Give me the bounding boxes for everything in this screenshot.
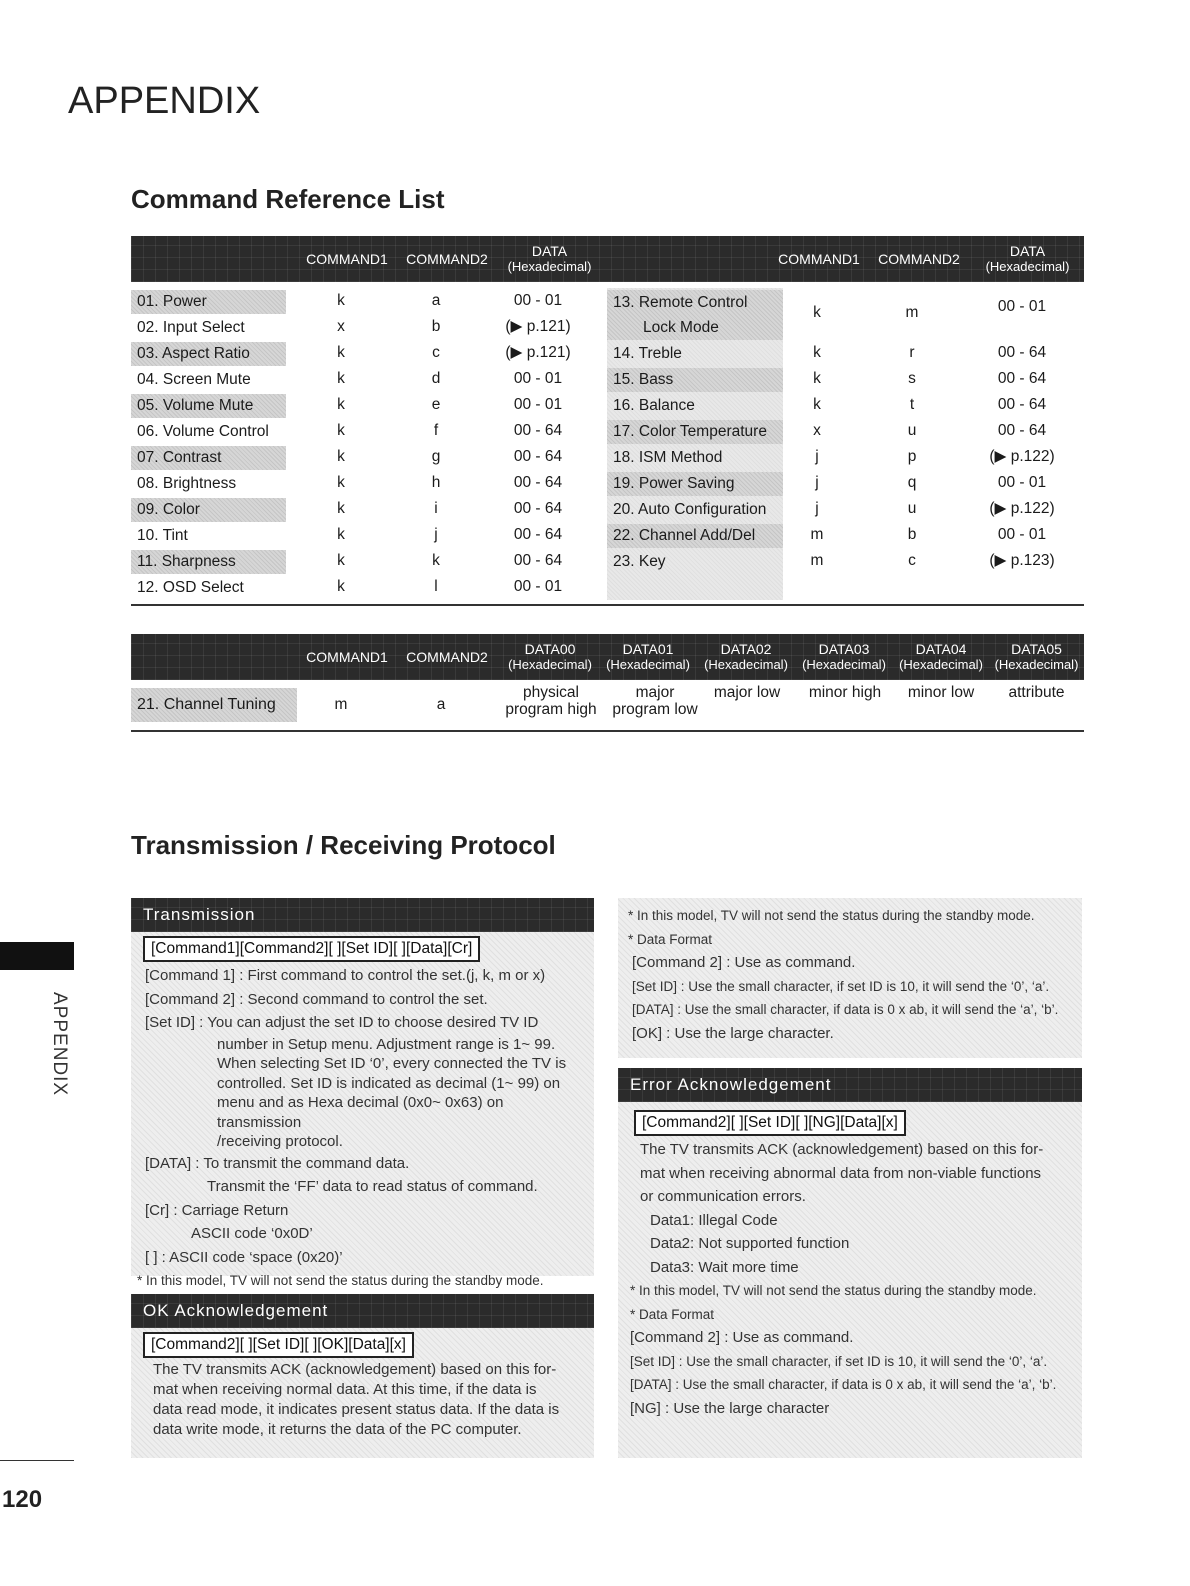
cell-command2: g [431, 448, 441, 465]
header-data02: DATA02 (Hexadecimal) [704, 641, 788, 672]
row-label: 18. ISM Method [613, 449, 723, 466]
cell-data: 00 - 64 [513, 526, 563, 543]
text-line: mat when receiving abnormal data from non-viable functions [640, 1164, 1042, 1182]
ok-ack-text [131, 1360, 594, 1440]
cell-data: 00 - 01 [997, 526, 1047, 543]
row-label: 04. Screen Mute [137, 371, 251, 388]
header-data00: DATA00 (Hexadecimal) [508, 641, 592, 672]
page-number: 120 [2, 1486, 43, 1513]
row-label: 16. Balance [613, 397, 695, 414]
cell-command2: a [431, 292, 441, 309]
cell-command1: k [337, 474, 345, 491]
row-label: 19. Power Saving [607, 472, 783, 496]
table-row [607, 496, 1084, 521]
cell-command1: k [813, 344, 821, 361]
table-row [131, 574, 601, 599]
row-label: 22. Channel Add/Del [607, 524, 783, 548]
row-label: 11. Sharpness [131, 550, 286, 574]
transmission-title: Transmission [131, 898, 594, 932]
text-line: [OK] : Use the large character. [632, 1024, 834, 1042]
table-row [131, 470, 601, 495]
cell-data: (▶ p.122) [989, 500, 1055, 517]
footer-rule [0, 1460, 74, 1461]
cell-command2: j [434, 526, 438, 543]
cell-text: program low [612, 701, 698, 718]
table-row [607, 340, 1084, 365]
text-line: mat when receiving normal data. At this time, if the data is [153, 1381, 537, 1398]
cell-data: 00 - 01 [513, 370, 563, 387]
text-line: [Set ID] : You can adjust the set ID to choose desired TV ID [145, 1014, 539, 1031]
cell-data: (▶ p.121) [505, 318, 571, 335]
cell-data: 00 - 64 [997, 344, 1047, 361]
cell-command2: i [434, 500, 438, 517]
cell-command1: k [813, 304, 821, 321]
cell-command2: h [431, 474, 441, 491]
cell-data: 00 - 64 [513, 448, 563, 465]
cell-command2: f [433, 422, 439, 439]
row-label: 12. OSD Select [137, 579, 244, 596]
error-ack-format-notes [618, 1279, 1082, 1420]
text-line: The TV transmits ACK (acknowledgement) based on this for- [640, 1141, 1044, 1158]
cell-command1: k [337, 552, 345, 569]
row-label: 08. Brightness [137, 475, 237, 492]
header-command2-left: COMMAND2 [406, 251, 488, 267]
cell-command1: j [815, 474, 819, 491]
page-title: APPENDIX [68, 80, 261, 122]
ok-ack-panel [131, 1294, 594, 1458]
table-bottom-rule [131, 604, 1084, 606]
cell-command1: m [810, 552, 824, 569]
header-command2-right: COMMAND2 [878, 251, 960, 267]
row-label: 21. Channel Tuning [131, 688, 297, 722]
cell-command1: k [813, 370, 821, 387]
text-line: Transmit the ‘FF’ data to read status of command. [207, 1178, 538, 1195]
row-label: 09. Color [131, 498, 286, 522]
table-row [607, 366, 1084, 391]
cell-command1: k [337, 370, 345, 387]
cell-data00 [496, 684, 606, 718]
row-label-line: Lock Mode [643, 319, 719, 336]
text-line: * In this model, TV will not send the status during the standby mode. [137, 1273, 544, 1288]
cell-data: 00 - 01 [513, 578, 563, 595]
table-row [131, 548, 601, 573]
table-header [131, 634, 1084, 680]
cell-command2: t [909, 396, 915, 413]
cell-command2: u [907, 422, 917, 439]
cell-command1: k [337, 500, 345, 517]
cell-command1: j [815, 448, 819, 465]
text-line: controlled. Set ID is indicated as decimal (1~ 99) on [217, 1074, 561, 1092]
text-line: [DATA] : Use the small character, if data is 0 x ab, it will send the ‘a’, ‘b’. [630, 1377, 1057, 1392]
cell-data: 00 - 64 [997, 396, 1047, 413]
cell-data03: minor high [808, 684, 882, 701]
row-label: 14. Treble [613, 345, 682, 362]
text-line: [DATA] : Use the small character, if data is 0 x ab, it will send the ‘a’, ‘b’. [632, 1002, 1059, 1017]
header-command1: COMMAND1 [306, 649, 388, 665]
cell-command1: k [337, 396, 345, 413]
row-label: 17. Color Temperature [607, 420, 783, 444]
text-line: When selecting Set ID ‘0’, every connected the TV is [217, 1055, 567, 1072]
text-line: [Command 2] : Use as command. [632, 954, 856, 971]
text-line: * In this model, TV will not send the status during the standby mode. [628, 908, 1035, 923]
text-line: Data2: Not supported function [650, 1235, 850, 1252]
cell-command2: c [908, 552, 916, 569]
cell-command1: k [337, 344, 345, 361]
data-format-panel [618, 898, 1082, 1058]
cell-data: 00 - 01 [513, 396, 563, 413]
text-line: * Data Format [628, 931, 713, 947]
text-line: data read mode, it indicates present status data. If the data is [153, 1401, 560, 1418]
channel-tuning-table [131, 634, 1084, 730]
table-row [607, 288, 1084, 338]
header-data04: DATA04 (Hexadecimal) [899, 641, 983, 672]
row-label: 20. Auto Configuration [613, 501, 767, 518]
command-reference-table [131, 236, 1084, 606]
cell-data: (▶ p.123) [989, 552, 1055, 569]
table-row [131, 288, 601, 313]
section-title-command-reference: Command Reference List [131, 184, 445, 214]
cell-data: 00 - 64 [997, 370, 1047, 387]
side-tab-marker [0, 942, 74, 970]
text-line: menu and as Hexa decimal (0x0~ 0x63) on transmission [217, 1094, 504, 1131]
row-label: 07. Contrast [131, 446, 286, 470]
table-row [131, 340, 601, 365]
transmission-panel [131, 898, 594, 1288]
row-label: 10. Tint [137, 527, 188, 544]
text-line: * Data Format [630, 1306, 715, 1322]
cell-command1: k [337, 578, 345, 595]
ok-ack-title: OK Acknowledgement [131, 1294, 594, 1328]
cell-command1: k [337, 422, 345, 439]
cell-command1: k [337, 448, 345, 465]
text-line: /receiving protocol. [217, 1133, 343, 1150]
header-command2: COMMAND2 [406, 649, 488, 665]
transmission-text [131, 964, 594, 1293]
cell-data02: major low [713, 684, 781, 701]
text-line: [ ] : ASCII code ‘space (0x20)’ [145, 1248, 343, 1266]
header-data03: DATA03 (Hexadecimal) [802, 641, 886, 672]
text-line: ASCII code ‘0x0D’ [191, 1225, 313, 1242]
row-label: 01. Power [131, 290, 286, 314]
row-label [607, 290, 783, 340]
cell-data04: minor low [907, 684, 975, 701]
cell-data01 [603, 684, 707, 718]
table-row [607, 470, 1084, 495]
data-format-text [618, 904, 1082, 1045]
text-line: Data3: Wait more time [650, 1258, 799, 1276]
header-command1-right: COMMAND1 [778, 251, 860, 267]
text-line: [Command 2] : Use as command. [630, 1329, 854, 1346]
cell-text: major [635, 684, 675, 701]
cell-command1: k [337, 292, 345, 309]
transmission-format: [Command1][Command2][ ][Set ID][ ][Data][Cr] [143, 936, 480, 962]
row-label: 03. Aspect Ratio [131, 342, 286, 366]
cell-command1: x [813, 422, 821, 439]
cell-command2: u [907, 500, 917, 517]
cell-command2: q [907, 474, 917, 491]
table-row [607, 548, 1084, 573]
cell-data: 00 - 01 [513, 292, 563, 309]
cell-command2: c [432, 344, 440, 361]
cell-data: (▶ p.121) [505, 344, 571, 361]
row-label: 05. Volume Mute [131, 394, 286, 418]
cell-command2: r [909, 344, 915, 361]
cell-data: 00 - 64 [997, 422, 1047, 439]
cell-command1: x [337, 318, 345, 335]
error-ack-title: Error Acknowledgement [618, 1068, 1082, 1102]
text-line: [NG] : Use the large character [630, 1399, 830, 1417]
cell-command2: p [907, 448, 917, 465]
cell-data: 00 - 64 [513, 552, 563, 569]
cell-data: 00 - 01 [997, 474, 1047, 491]
table-row [131, 680, 1084, 730]
table-header [131, 236, 1084, 282]
ok-ack-format: [Command2][ ][Set ID][ ][OK][Data][x] [143, 1332, 414, 1358]
table-row [607, 392, 1084, 417]
text-line: The TV transmits ACK (acknowledgement) based on this for- [153, 1361, 557, 1378]
table-row [607, 522, 1084, 547]
text-line: or communication errors. [640, 1188, 806, 1205]
row-label-line: 13. Remote Control [613, 294, 748, 311]
cell-command2: b [907, 526, 917, 543]
text-line: [Set ID] : Use the small character, if set ID is 10, it will send the ‘0’, ‘a’. [630, 1353, 1048, 1369]
error-ack-panel [618, 1068, 1082, 1458]
text-line: [Cr] : Carriage Return [145, 1201, 289, 1219]
text-line: [Command 2] : Second command to control the set. [145, 990, 488, 1008]
text-line: number in Setup menu. Adjustment range is 1~ 99. [217, 1035, 556, 1053]
table-row [131, 418, 601, 443]
header-data-right: DATA (Hexadecimal) [985, 243, 1070, 274]
error-ack-text [618, 1138, 1082, 1279]
row-label: 15. Bass [607, 368, 783, 392]
error-ack-format: [Command2][ ][Set ID][ ][NG][Data][x] [634, 1110, 906, 1136]
cell-text: program high [505, 701, 597, 718]
text-line: [Set ID] : Use the small character, if set ID is 10, it will send the ‘0’, ‘a’. [632, 978, 1050, 994]
row-label: 23. Key [613, 553, 666, 570]
cell-data: (▶ p.122) [989, 448, 1055, 465]
cell-data: 00 - 64 [513, 474, 563, 491]
table-bottom-rule [131, 730, 1084, 732]
table-row [131, 444, 601, 469]
cell-command2: d [431, 370, 441, 387]
table-row [131, 392, 601, 417]
header-data01: DATA01 (Hexadecimal) [606, 641, 690, 672]
cell-command2: b [431, 318, 441, 335]
cell-command2: s [908, 370, 916, 387]
cell-command1: m [810, 526, 824, 543]
cell-data: 00 - 64 [513, 422, 563, 439]
cell-command2: m [905, 304, 919, 321]
cell-command1: j [815, 500, 819, 517]
side-tab-label: APPENDIX [49, 992, 70, 1097]
text-line: data write mode, it returns the data of the PC computer. [153, 1421, 522, 1438]
row-label: 06. Volume Control [137, 423, 269, 440]
cell-data05: attribute [1008, 684, 1065, 701]
table-row [131, 314, 601, 339]
cell-data: 00 - 64 [513, 500, 563, 517]
text-line: [Command 1] : First command to control the set.(j, k, m or x) [145, 967, 546, 984]
cell-command1: m [334, 696, 348, 713]
cell-command2: e [431, 396, 441, 413]
text-line: Data1: Illegal Code [650, 1211, 778, 1229]
cell-data: 00 - 01 [997, 298, 1047, 315]
table-row [131, 496, 601, 521]
cell-command1: k [813, 396, 821, 413]
cell-command2: l [434, 578, 438, 595]
cell-text: physical [523, 684, 579, 701]
table-row [131, 366, 601, 391]
text-line: * In this model, TV will not send the status during the standby mode. [630, 1283, 1037, 1298]
table-row [607, 444, 1084, 469]
table-row [607, 418, 1084, 443]
header-data-left: DATA (Hexadecimal) [507, 243, 592, 274]
section-title-protocol: Transmission / Receiving Protocol [131, 830, 556, 860]
text-line: [DATA] : To transmit the command data. [145, 1154, 410, 1172]
table-body [131, 282, 1084, 606]
cell-command1: k [337, 526, 345, 543]
row-label: 02. Input Select [137, 319, 245, 336]
header-data05: DATA05 (Hexadecimal) [994, 641, 1079, 672]
cell-command2: a [436, 696, 446, 713]
header-command1-left: COMMAND1 [306, 251, 388, 267]
cell-command2: k [432, 552, 440, 569]
table-row [131, 522, 601, 547]
